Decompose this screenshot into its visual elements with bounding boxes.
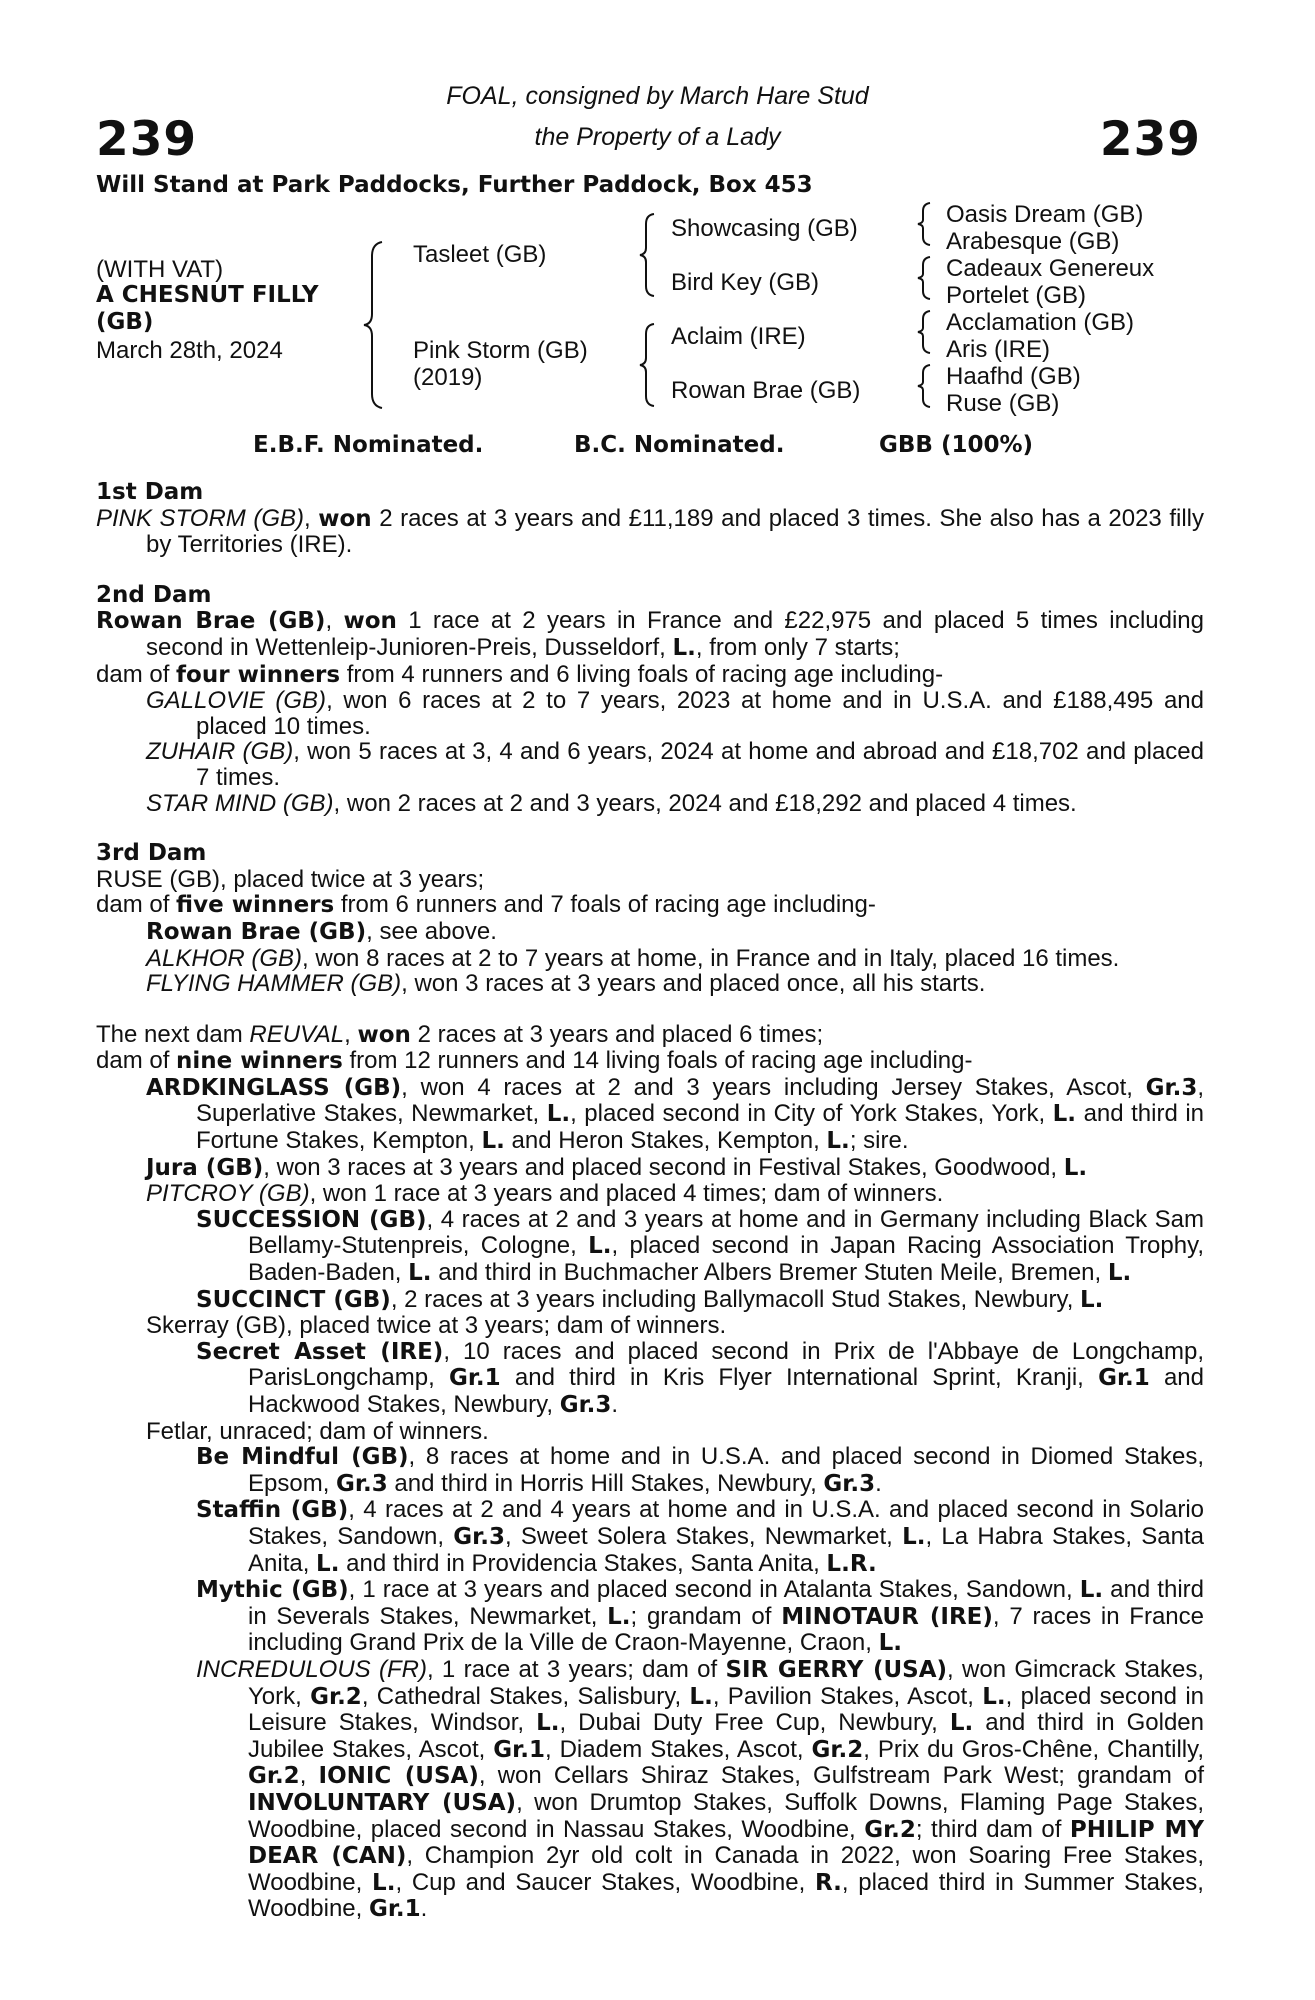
pedigree-bracket-sire — [636, 212, 658, 298]
offspring-entry: ARDKINGLASS (GB), won 4 races at 2 and 3 years including Jersey Stakes, Ascot, Gr.3, Superlative Stakes, Newmarket, L., placed second in City of York Stakes, York, L. and third in Fortune Stakes, Kempton, L. and Heron Stakes, Kempton, L.; sire. — [146, 1073, 1205, 1155]
first-dam-entry: PINK STORM (GB), won 2 races at 3 years and £11,189 and placed 3 times. She also has a 2023 filly by Territories (IRE). — [96, 504, 1204, 559]
property-line: the Property of a Lady — [534, 123, 781, 151]
bc-nomination: B.C. Nominated. — [574, 432, 785, 458]
dam-name: PINK STORM (GB) — [96, 504, 304, 532]
subject-dob: March 28th, 2024 — [96, 337, 283, 364]
ebf-nomination: E.B.F. Nominated. — [253, 432, 484, 458]
pedigree-dd-dam: Ruse (GB) — [946, 390, 1060, 417]
pedigree-dam-dam: Rowan Brae (GB) — [671, 377, 861, 404]
second-dam-entry: Rowan Brae (GB), won 1 race at 2 years in France and £22,975 and placed 5 times including second in Wettenleip-Junioren-Preis, Dusseldorf, L., from only 7 starts; — [96, 607, 1205, 661]
offspring-entry: ZUHAIR (GB), won 5 races at 3, 4 and 6 years, 2024 at home and abroad and £18,702 and placed 7 times. — [146, 738, 1205, 791]
second-dam-heading: 2nd Dam — [96, 581, 212, 608]
subject-name: A CHESNUT FILLY — [96, 282, 319, 308]
stand-location: Will Stand at Park Paddocks, Further Paddock, Box 453 — [96, 172, 813, 198]
grand-offspring-entry: Mythic (GB), 1 race at 3 years and placed second in Atalanta Stakes, Sandown, L. and third in Severals Stakes, Newmarket, L.; grandam of MINOTAUR (IRE), 7 races in France including Grand Prix de la Ville de Craon-Mayenne, Craon, L. — [196, 1576, 1204, 1657]
pedigree-dd-sire: Haafhd (GB) — [946, 363, 1081, 390]
pedigree-sire-dam: Bird Key (GB) — [671, 269, 820, 296]
first-dam-heading: 1st Dam — [96, 479, 204, 505]
third-dam-produce: dam of five winners from 6 runners and 7 foals of racing age including- — [96, 891, 876, 919]
pedigree-bracket-ds — [914, 309, 934, 355]
offspring-entry: Jura (GB), won 3 races at 3 years and placed second in Festival Stakes, Goodwood, L. — [146, 1153, 1088, 1181]
next-dam-entry: The next dam REUVAL, won 2 races at 3 years and placed 6 times; — [96, 1020, 824, 1048]
grand-offspring-entry: INCREDULOUS (FR), 1 race at 3 years; dam of SIR GERRY (USA), won Gimcrack Stakes, York, Gr.2, Cathedral Stakes, Salisbury, L., Pavilion Stakes, Ascot, L., placed second in Leisure Stakes, Windsor, L., Dubai Duty Free Cup, Newbury, L. and third in Golden Jubilee Stakes, Ascot, Gr.1, Diadem Stakes, Ascot, Gr.2, Prix du Gros-Chêne, Chantilly, Gr.2, IONIC (USA), won Cellars Shiraz Stakes, Gulfstream Park West; grandam of INVOLUNTARY (USA), won Drumtop Stakes, Suffolk Downs, Flaming Page Stakes, Woodbine, placed second in Nassau Stakes, Woodbine, Gr.2; third dam of PHILIP MY DEAR (CAN), Champion 2yr old colt in Canada in 2022, won Soaring Free Stakes, Woodbine, L., Cup and Saucer Stakes, Woodbine, R., placed third in Summer Stakes, Woodbine, Gr.1. — [196, 1655, 1205, 1923]
pedigree-bracket-ss — [914, 201, 934, 247]
lot-number-left: 239 — [96, 112, 198, 167]
pedigree-sd-dam: Portelet (GB) — [946, 282, 1087, 309]
offspring-entry: FLYING HAMMER (GB), won 3 races at 3 years and placed once, all his starts. — [146, 970, 986, 998]
grand-offspring-entry: Staffin (GB), 4 races at 2 and 4 years at home and in U.S.A. and placed second in Solario Stakes, Sandown, Gr.3, Sweet Solera Stakes, Newmarket, L., La Habra Stakes, Santa Anita, L. and third in Providencia Stakes, Santa Anita, L.R. — [196, 1496, 1205, 1577]
second-dam-produce: dam of four winners from 4 runners and 6 living foals of racing age including- — [96, 660, 944, 688]
grand-offspring-entry: Be Mindful (GB), 8 races at home and in U.S.A. and placed second in Diomed Stakes, Epsom, Gr.3 and third in Horris Hill Stakes, Newbury, Gr.3. — [196, 1443, 1204, 1497]
lot-number-right: 239 — [1099, 112, 1201, 167]
offspring-entry: STAR MIND (GB), won 2 races at 2 and 3 years, 2024 and £18,292 and placed 4 times. — [146, 789, 1077, 817]
next-dam-produce: dam of nine winners from 12 runners and 14 living foals of racing age including- — [96, 1047, 973, 1075]
pedigree-bracket-dam — [636, 322, 658, 408]
third-dam-entry: RUSE (GB), placed twice at 3 years; — [96, 865, 485, 893]
pedigree-bracket-main — [360, 240, 386, 410]
pedigree-ds-dam: Aris (IRE) — [946, 336, 1050, 363]
pedigree-dam: Pink Storm (GB) — [413, 337, 588, 364]
offspring-entry: Skerray (GB), placed twice at 3 years; dam of winners. — [146, 1312, 727, 1340]
pedigree-bracket-dd — [914, 363, 934, 409]
subject-origin: (GB) — [96, 309, 154, 335]
grand-offspring-entry: SUCCESSION (GB), 4 races at 2 and 3 years at home and in Germany including Black Sam Bellamy-Stutenpreis, Cologne, L., placed second in Japan Racing Association Trophy, Baden-Baden, L. and third in Buchmacher Albers Bremer Stuten Meile, Bremen, L. — [196, 1205, 1204, 1287]
third-dam-heading: 3rd Dam — [96, 840, 207, 867]
pedigree-sd-sire: Cadeaux Genereux — [946, 255, 1155, 282]
gbb-rating: GBB (100%) — [879, 432, 1034, 458]
grand-offspring-entry: Secret Asset (IRE), 10 races and placed second in Prix de l'Abbaye de Longchamp, ParisLongchamp, Gr.1 and third in Kris Flyer International Sprint, Kranji, Gr.1 and Hackwood Stakes, Newbury, Gr.3. — [196, 1337, 1204, 1418]
offspring-entry: PITCROY (GB), won 1 race at 3 years and placed 4 times; dam of winners. — [146, 1180, 944, 1208]
pedigree-bracket-sd — [914, 255, 934, 301]
pedigree-dam-sire: Aclaim (IRE) — [671, 323, 806, 350]
consignor-line: FOAL, consigned by March Hare Stud — [446, 82, 869, 110]
pedigree-ss-sire: Oasis Dream (GB) — [946, 201, 1144, 228]
produce-record — [96, 480, 1204, 1923]
offspring-entry: Rowan Brae (GB), see above. — [146, 917, 497, 945]
pedigree-ds-sire: Acclamation (GB) — [946, 309, 1135, 336]
offspring-entry: GALLOVIE (GB), won 6 races at 2 to 7 years, 2023 at home and in U.S.A. and £188,495 and placed 10 times. — [146, 687, 1204, 740]
offspring-entry: ALKHOR (GB), won 8 races at 2 to 7 years at home, in France and in Italy, placed 16 times. — [146, 944, 1120, 972]
pedigree-sire-sire: Showcasing (GB) — [671, 215, 858, 242]
pedigree-ss-dam: Arabesque (GB) — [946, 228, 1120, 255]
offspring-entry: Fetlar, unraced; dam of winners. — [146, 1417, 489, 1445]
grand-offspring-entry: SUCCINCT (GB), 2 races at 3 years including Ballymacoll Stud Stakes, Newbury, L. — [196, 1285, 1104, 1313]
vat-status: (WITH VAT) — [96, 256, 224, 283]
pedigree-sire: Tasleet (GB) — [413, 241, 547, 268]
pedigree-dam-year: (2019) — [413, 364, 483, 391]
